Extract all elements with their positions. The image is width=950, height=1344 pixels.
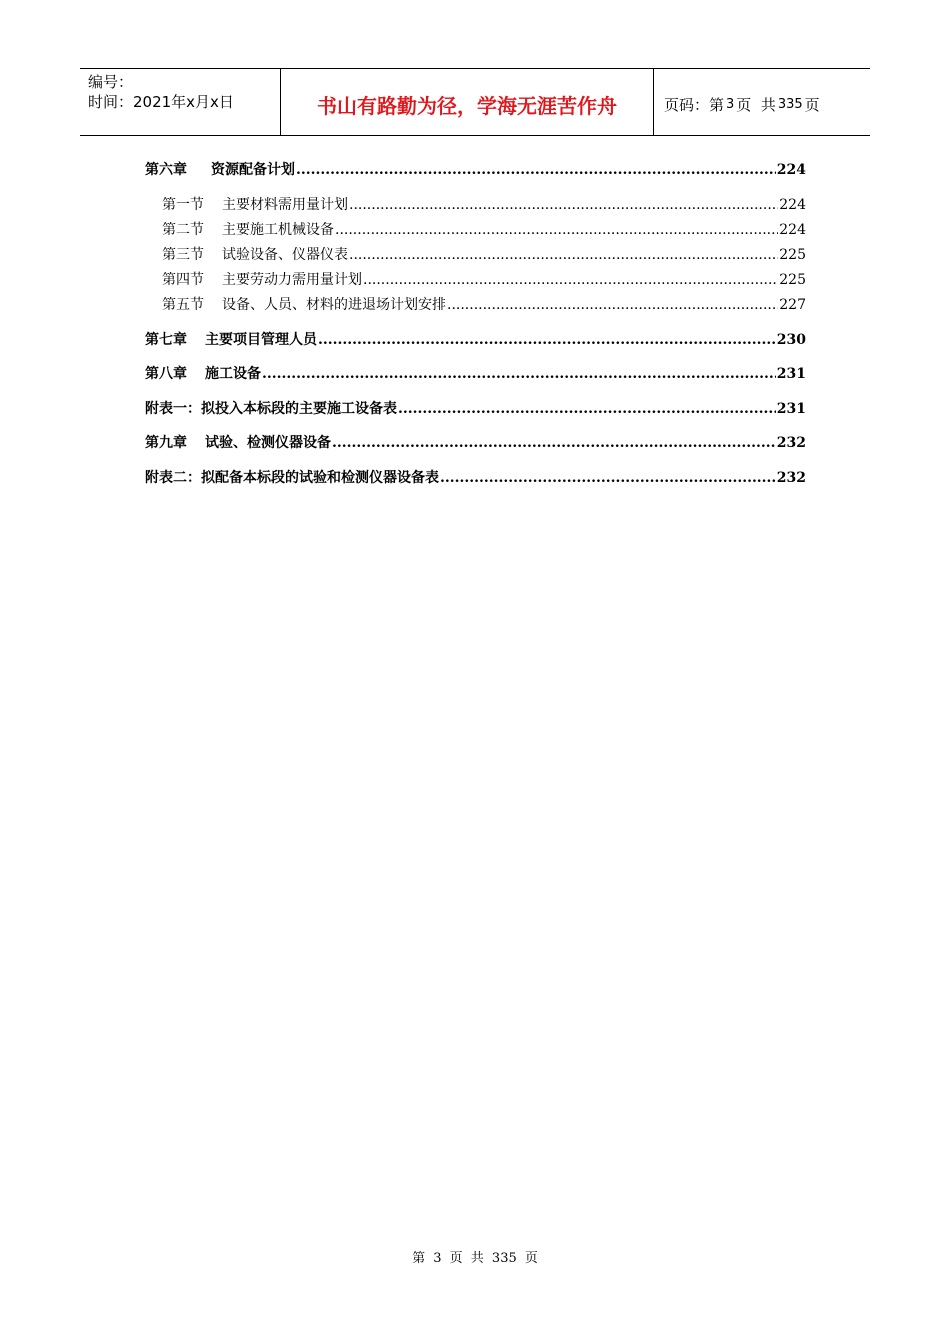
toc-entry-page: 227 — [779, 296, 806, 313]
table-of-contents — [145, 158, 806, 500]
toc-entry-title: 施工设备 — [205, 366, 261, 382]
toc-entry[interactable] — [145, 293, 806, 318]
toc-entry[interactable] — [145, 397, 806, 421]
toc-entry-number: 第六章 — [145, 162, 187, 178]
toc-entry-number: 附表一： — [145, 400, 201, 417]
toc-entry-title: 主要施工机械设备 — [222, 221, 334, 238]
toc-entry-number: 第七章 — [145, 331, 187, 348]
toc-entry-page: 224 — [776, 162, 806, 178]
toc-entry-number: 附表二： — [145, 469, 201, 486]
toc-entry-number: 第三节 — [162, 246, 204, 263]
toc-entry-title: 拟投入本标段的主要施工设备表 — [201, 400, 397, 417]
toc-entry-title: 主要材料需用量计划 — [222, 196, 348, 213]
toc-entry-page: 232 — [776, 435, 806, 451]
page-prefix: 页码：第 — [664, 95, 725, 114]
toc-entry-title: 设备、人员、材料的进退场计划安排 — [222, 296, 446, 313]
page-current: 3 — [726, 96, 735, 112]
toc-leader-dots — [447, 293, 778, 318]
toc-entry-title: 资源配备计划 — [211, 162, 295, 178]
serial-number-label: 编号： — [88, 73, 134, 91]
toc-entry[interactable] — [145, 431, 806, 455]
toc-leader-dots — [318, 328, 776, 352]
page-footer: 第 3 页 共 335 页 — [412, 1251, 538, 1266]
toc-entry[interactable] — [145, 328, 806, 352]
header-page-info — [654, 69, 870, 135]
toc-entry[interactable] — [145, 218, 806, 243]
toc-entry-title: 试验、检测仪器设备 — [205, 435, 331, 451]
header-motto: 书山有路勤为径，学海无涯苦作舟 — [281, 69, 654, 135]
toc-entry[interactable] — [145, 243, 806, 268]
page-mid: 页 共 — [736, 95, 776, 114]
page-header — [80, 68, 870, 136]
toc-leader-dots — [349, 193, 778, 218]
toc-entry-title: 主要劳动力需用量计划 — [222, 271, 362, 288]
toc-leader-dots — [262, 362, 776, 386]
page-suffix: 页 — [804, 95, 820, 114]
toc-entry-page: 225 — [779, 271, 806, 288]
toc-entry[interactable] — [145, 158, 806, 182]
date-label: 时间：2021年x月x日 — [88, 93, 234, 111]
toc-entry-number: 第八章 — [145, 366, 187, 382]
toc-entry-page: 232 — [776, 469, 806, 486]
toc-entry-number: 第二节 — [162, 221, 204, 238]
toc-leader-dots — [349, 243, 778, 268]
toc-entry-title: 试验设备、仪器仪表 — [222, 246, 348, 263]
toc-leader-dots — [363, 268, 778, 293]
toc-leader-dots — [335, 218, 778, 243]
toc-entry-page: 230 — [776, 331, 806, 348]
toc-entry[interactable] — [145, 466, 806, 490]
toc-entry-title: 主要项目管理人员 — [205, 331, 317, 348]
toc-leader-dots — [296, 158, 776, 182]
toc-entry-page: 224 — [779, 221, 806, 238]
toc-entry-title: 拟配备本标段的试验和检测仪器设备表 — [201, 469, 439, 486]
toc-leader-dots — [398, 397, 776, 421]
toc-entry-number: 第五节 — [162, 296, 204, 313]
toc-entry-page: 231 — [776, 366, 806, 382]
toc-entry-number: 第一节 — [162, 196, 204, 213]
header-info — [80, 69, 281, 135]
toc-entry-page: 225 — [779, 246, 806, 263]
toc-leader-dots — [332, 431, 776, 455]
toc-entry-number: 第四节 — [162, 271, 204, 288]
toc-entry-number: 第九章 — [145, 435, 187, 451]
toc-entry[interactable] — [145, 362, 806, 386]
toc-leader-dots — [440, 466, 776, 490]
toc-entry[interactable] — [145, 193, 806, 218]
toc-entry-page: 231 — [776, 400, 806, 417]
page-total: 335 — [777, 96, 803, 112]
toc-entry[interactable] — [145, 268, 806, 293]
toc-entry-page: 224 — [779, 196, 806, 213]
